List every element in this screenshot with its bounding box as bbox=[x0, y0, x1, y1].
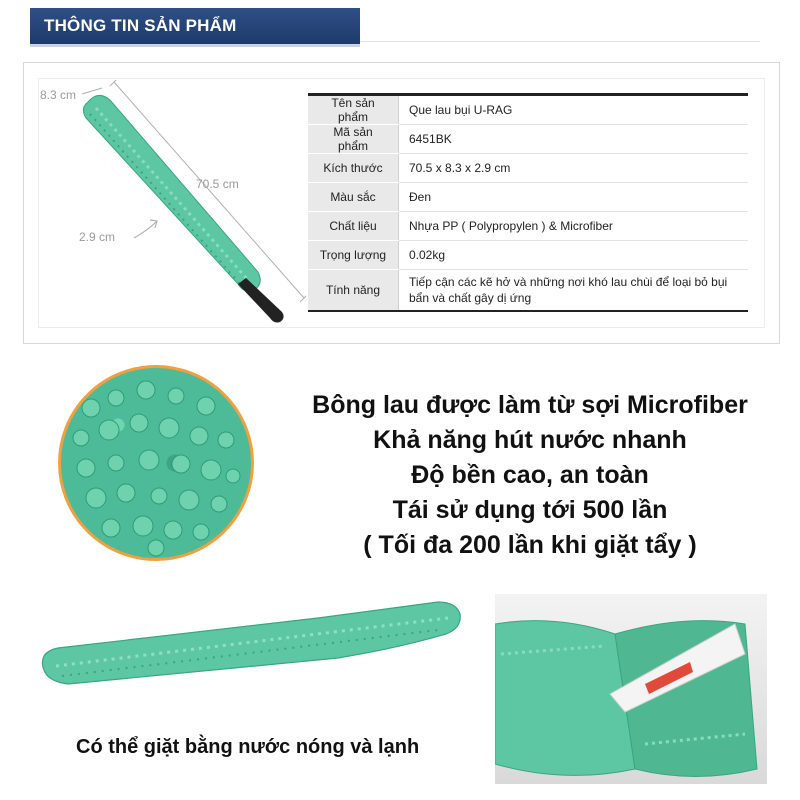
dimension-length-label: 70.5 cm bbox=[196, 177, 239, 191]
spec-value: 0.02kg bbox=[399, 241, 749, 270]
feature-item: Tái sử dụng tới 500 lần bbox=[392, 496, 668, 524]
spec-label: Mã sản phẩm bbox=[308, 125, 399, 154]
spec-row bbox=[308, 212, 748, 241]
spec-row bbox=[308, 270, 748, 312]
thickness-pointer bbox=[134, 222, 156, 238]
duster-illustration bbox=[36, 80, 306, 340]
spec-row bbox=[308, 183, 748, 212]
section-title: THÔNG TIN SẢN PHẨM bbox=[44, 16, 237, 35]
spec-value: Nhựa PP ( Polypropylen ) & Microfiber bbox=[399, 212, 749, 241]
spec-label: Chất liệu bbox=[308, 212, 399, 241]
section-header bbox=[30, 8, 360, 47]
spec-row bbox=[308, 241, 748, 270]
spec-value: Tiếp cận các kẽ hở và những nơi khó lau chùi để loại bỏ bụi bẩn và chất gây dị ứng bbox=[399, 270, 749, 312]
microfiber-texture bbox=[61, 368, 251, 558]
feature-item: Độ bền cao, an toàn bbox=[411, 461, 649, 489]
spec-value: Que lau bụi U-RAG bbox=[399, 95, 749, 125]
feature-item: Khả năng hút nước nhanh bbox=[373, 426, 687, 454]
spec-label: Tính năng bbox=[308, 270, 399, 312]
spec-label: Trọng lượng bbox=[308, 241, 399, 270]
width-dimension-line bbox=[82, 88, 102, 94]
dimension-width-label: 8.3 cm bbox=[40, 88, 77, 102]
feature-item: Bông lau được làm từ sợi Microfiber bbox=[312, 391, 748, 419]
spec-table bbox=[308, 93, 748, 312]
microfiber-sleeve bbox=[83, 95, 260, 291]
feature-list bbox=[290, 388, 770, 563]
divider bbox=[360, 41, 760, 42]
spec-value: 6451BK bbox=[399, 125, 749, 154]
spec-value: 70.5 x 8.3 x 2.9 cm bbox=[399, 154, 749, 183]
sleeve-interior-illustration bbox=[495, 594, 767, 784]
sleeve-image bbox=[38, 596, 468, 706]
sleeve-interior-photo bbox=[495, 594, 767, 784]
spec-label: Màu sắc bbox=[308, 183, 399, 212]
spec-row bbox=[308, 154, 748, 183]
spec-label: Tên sản phẩm bbox=[308, 95, 399, 125]
feature-item: ( Tối đa 200 lần khi giặt tẩy ) bbox=[363, 531, 697, 559]
wash-caption: Có thể giặt bằng nước nóng và lạnh bbox=[76, 736, 420, 758]
microfiber-closeup-image bbox=[58, 365, 254, 561]
spec-row bbox=[308, 125, 748, 154]
spec-label: Kích thước bbox=[308, 154, 399, 183]
handle bbox=[238, 278, 284, 323]
spec-value: Đen bbox=[399, 183, 749, 212]
dimension-thickness-label: 2.9 cm bbox=[79, 230, 116, 244]
spec-row bbox=[308, 95, 748, 125]
